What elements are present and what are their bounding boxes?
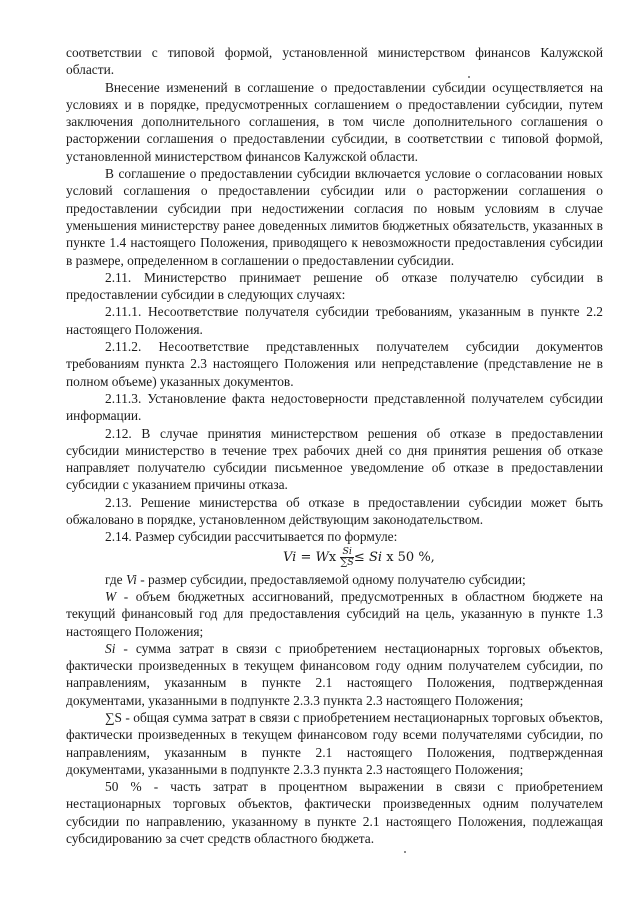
scan-speck <box>468 76 470 78</box>
definition-vi <box>66 571 603 588</box>
definition-sum-s-text: - общая сумма затрат в связи с приобретением нестационарных торговых объектов, фактически произведенных в текущем финансовом году всеми получателями субсидии, по направлениям, указанным в пункте 2.1 настоящего Положения, подтвержденная документами, указанными в подпункте 2.3.3 пункта 2.3 настоящего Положения; <box>66 709 603 777</box>
formula-w: W <box>315 549 329 565</box>
formula-lhs: Vi <box>283 549 297 565</box>
variable-w: W <box>105 588 117 604</box>
clause-2-11: 2.11. Министерство принимает решение об отказе получателю субсидии в предоставлении субсидии в следующих случаях: <box>66 269 603 303</box>
formula-tail: x 50 %, <box>386 549 435 565</box>
definition-sum-s <box>66 709 603 778</box>
clause-2-11-2: 2.11.2. Несоответствие представленных получателем субсидии документов требованиям пункта 2.3 настоящего Положения или непредставление (представление не в полном объеме) указанных документов. <box>66 339 603 389</box>
definition-w <box>66 588 603 640</box>
formula-denominator: ∑S <box>340 556 354 568</box>
definition-vi-text: - размер субсидии, предоставляемой одному получателю субсидии; <box>136 571 526 587</box>
formula-equals: = <box>300 549 312 565</box>
definition-si <box>66 640 603 709</box>
formula-fraction <box>340 547 354 568</box>
scan-speck <box>404 851 406 853</box>
document-body <box>66 44 603 847</box>
formula-numerator: Si <box>342 545 352 557</box>
paragraph-agreement-condition: В соглашение о предоставлении субсидии включается условие о согласовании новых условий соглашения о предоставлении субсидии или о расторжении соглашения о предоставлении субсидии при недостижении согласия по новым условиям в случае уменьшения министерству ранее доведенных лимитов бюджетных обязательств, указанных в пункте 1.4 настоящего Положения, приводящего к невозможности предоставления субсидии в размере, определенном в соглашении о предоставлении субсидии. <box>66 166 603 268</box>
formula-times: x <box>328 549 337 565</box>
formula-le: ≤ <box>353 549 365 565</box>
clause-2-11-3: 2.11.3. Установление факта недостоверности представленной получателем субсидии информации. <box>66 390 603 424</box>
clause-2-13: 2.13. Решение министерства об отказе в предоставлении субсидии может быть обжаловано в порядке, установленном действующим законодательством. <box>66 494 603 528</box>
variable-si: Si <box>105 640 116 656</box>
variable-sum-s: ∑S <box>105 709 122 725</box>
definition-si-text: - сумма затрат в связи с приобретением нестационарных торговых объектов, фактически произведенных в текущем финансовом году одним получателем субсидии, по направлениям, указанным в пункте 2.1 настоящего Положения, подтвержденная документами, указанными в подпункте 2.3.3 пункта 2.3 настоящего Положения; <box>66 640 603 708</box>
paragraph-continuation: соответствии с типовой формой, установленной министерством финансов Калужской области. <box>66 45 603 78</box>
definition-prefix: где <box>105 571 126 587</box>
clause-2-11-1: 2.11.1. Несоответствие получателя субсидии требованиям, указанным в пункте 2.2 настоящего Положения. <box>66 304 603 337</box>
clause-2-14: 2.14. Размер субсидии рассчитывается по формуле: <box>105 529 398 545</box>
variable-vi: Vi <box>125 571 137 587</box>
definition-50-percent: 50 % - часть затрат в процентном выражении в связи с приобретением нестационарных торговых объектов, фактически произведенных одним получателем субсидии по направлению, указанному в пункте 2.1 настоящего Положения, подлежащая субсидированию за счет средств областного бюджета. <box>66 779 603 847</box>
formula-si: Si <box>368 549 383 565</box>
subsidy-formula <box>66 547 603 569</box>
definition-w-text: - объем бюджетных ассигнований, предусмотренных в областном бюджете на текущий финансовый год для предоставления субсидий на цель, указанную в пункте 1.3 настоящего Положения; <box>66 588 603 639</box>
paragraph-amendments: Внесение изменений в соглашение о предоставлении субсидии осуществляется на условиях и в порядке, предусмотренных соглашением о предоставлении субсидии, путем заключения дополнительного соглашения, в том числе дополнительного соглашения о расторжении соглашения о предоставлении субсидии, в соответствии с типовой формой, установленной министерством финансов Калужской области. <box>66 79 603 164</box>
clause-2-12: 2.12. В случае принятия министерством решения об отказе в предоставлении субсидии министерство в течение трех рабочих дней со дня принятия решения об отказе направляет получателю субсидии письменное уведомление об отказе в предоставлении субсидии с указанием причины отказа. <box>66 425 603 493</box>
